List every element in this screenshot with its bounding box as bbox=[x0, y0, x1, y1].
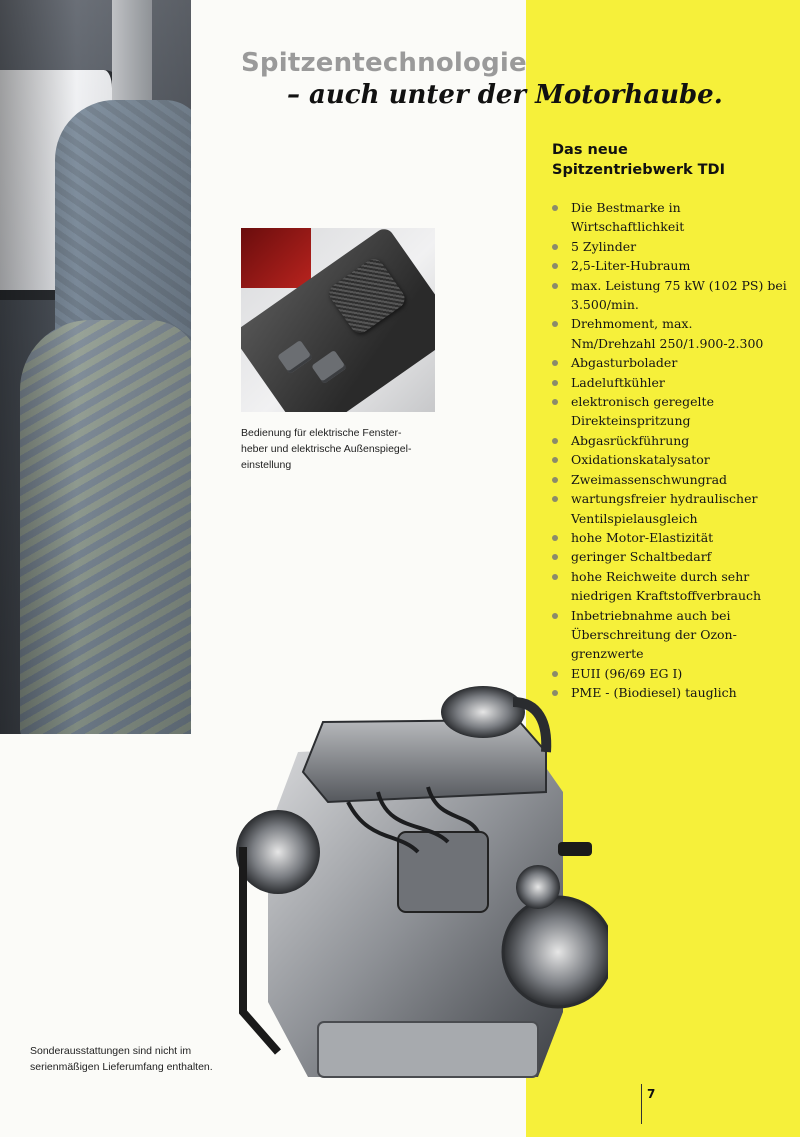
feature-text: hohe Reichweite durch sehr bbox=[571, 568, 750, 584]
feature-item bbox=[552, 470, 792, 489]
caption-line: Bedienung für elektrische Fenster- bbox=[241, 427, 402, 439]
dipstick-handle bbox=[558, 842, 592, 856]
window-switch-photo bbox=[241, 228, 435, 412]
page-title: Spitzentechnologie bbox=[241, 48, 527, 78]
caption-line: heber und elektrische Außenspiegel- bbox=[241, 443, 412, 455]
feature-item bbox=[552, 450, 792, 469]
feature-item bbox=[552, 276, 792, 315]
feature-text: Ventilspielausgleich bbox=[571, 510, 698, 526]
feature-item bbox=[552, 237, 792, 256]
feature-text: Nm/Drehzahl 250/1.900-2.300 bbox=[571, 335, 764, 351]
feature-item bbox=[552, 353, 792, 372]
tdi-engine-image bbox=[228, 682, 608, 1082]
feature-text: wartungsfreier hydraulischer bbox=[571, 491, 758, 507]
engine-heading bbox=[552, 140, 725, 180]
pulley bbox=[516, 865, 560, 909]
feature-item bbox=[552, 567, 792, 606]
feature-text: 5 Zylinder bbox=[571, 238, 637, 254]
feature-text: Ladeluftkühler bbox=[571, 374, 665, 390]
heading-line: Das neue bbox=[552, 142, 628, 158]
feature-text: hohe Motor-Elastizität bbox=[571, 529, 714, 545]
feature-text: max. Leistung 75 kW (102 PS) bei bbox=[571, 277, 787, 293]
switch-caption bbox=[241, 425, 441, 473]
page-number: 7 bbox=[647, 1087, 656, 1101]
feature-text: Zweimassenschwungrad bbox=[571, 471, 728, 487]
feature-text: Abgasturbolader bbox=[571, 355, 678, 371]
feature-item bbox=[552, 392, 792, 431]
feature-text: elektronisch geregelte bbox=[571, 394, 714, 410]
oil-pan bbox=[318, 1022, 538, 1077]
feature-item bbox=[552, 547, 792, 566]
seat-interior-photo bbox=[0, 0, 191, 734]
footnote bbox=[30, 1043, 230, 1075]
feature-text: Die Bestmarke in bbox=[571, 200, 681, 215]
feature-list bbox=[552, 198, 792, 703]
feature-text: Direkteinspritzung bbox=[571, 413, 691, 429]
turbocharger bbox=[441, 686, 525, 738]
feature-text: Überschreitung der Ozon- bbox=[571, 626, 737, 642]
flywheel bbox=[503, 897, 608, 1007]
feature-text: niedrigen Kraftstoffverbrauch bbox=[571, 588, 762, 604]
feature-item bbox=[552, 256, 792, 275]
feature-item bbox=[552, 373, 792, 392]
feature-item bbox=[552, 489, 792, 528]
feature-text: geringer Schaltbedarf bbox=[571, 549, 712, 565]
feature-text: 3.500/min. bbox=[571, 297, 639, 313]
feature-item bbox=[552, 198, 792, 237]
page-subtitle: – auch unter der Motorhaube. bbox=[287, 80, 723, 110]
feature-text: Wirtschaftlichkeit bbox=[571, 219, 685, 235]
alternator bbox=[236, 810, 320, 894]
caption-line: einstellung bbox=[241, 459, 292, 471]
feature-item bbox=[552, 431, 792, 450]
feature-item bbox=[552, 606, 792, 664]
feature-text: PME - (Biodiesel) tauglich bbox=[571, 685, 737, 701]
heading-line: Spitzentriebwerk TDI bbox=[552, 162, 725, 178]
feature-item bbox=[552, 664, 792, 683]
footnote-line: serienmäßigen Lieferumfang enthalten. bbox=[30, 1061, 213, 1073]
feature-text: 2,5-Liter-Hubraum bbox=[571, 258, 691, 274]
valve-cover bbox=[303, 720, 546, 802]
page-number-rule bbox=[641, 1084, 642, 1124]
feature-item bbox=[552, 528, 792, 547]
door-trim-red bbox=[241, 228, 311, 288]
feature-text: Oxidationskatalysator bbox=[571, 452, 710, 468]
feature-item bbox=[552, 314, 792, 353]
photo-shade bbox=[0, 0, 191, 734]
feature-text: Abgasrückführung bbox=[571, 432, 690, 448]
injection-pump bbox=[398, 832, 488, 912]
feature-text: Inbetriebnahme auch bei bbox=[571, 607, 731, 623]
feature-text: EUII (96/69 EG I) bbox=[571, 665, 683, 681]
footnote-line: Sonderausstattungen sind nicht im bbox=[30, 1045, 192, 1057]
feature-text: grenzwerte bbox=[571, 646, 644, 662]
feature-text: Drehmoment, max. bbox=[571, 316, 693, 332]
